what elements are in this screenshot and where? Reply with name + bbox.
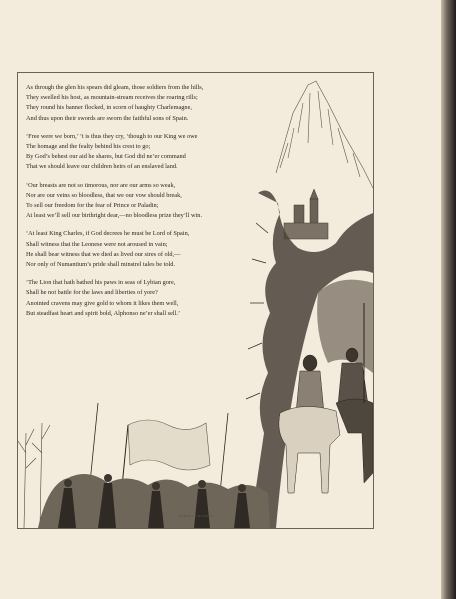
poem-line: Nor only of Numantium’s pride shall minstrel tales be told.	[26, 261, 176, 269]
poem-line: As through the glen his spears did gleam, those soldiers from the hills,	[26, 84, 204, 91]
poem-line: They swelled his host, as mountain-stream receives the roaring rills;	[26, 94, 198, 102]
stanza	[26, 83, 274, 124]
poem-line: ‘The Lion that hath bathed his paws in seas of Lybian gore,	[26, 279, 176, 287]
poem-line: Shall he not battle for the laws and liberties of yore?	[26, 289, 158, 297]
poem-line: That we should leave our children heirs of an enslaved land.	[26, 163, 178, 171]
illustrated-plate	[17, 72, 374, 529]
stanza	[26, 229, 274, 270]
stanza	[26, 132, 274, 173]
poem-line: They round his banner flocked, in scorn of haughty Charlemagne,	[26, 104, 192, 112]
poem-line: ‘At least King Charles, if God decrees he must be Lord of Spain,	[26, 230, 190, 238]
poem-line: Shall witness that the Leonese were not aroused in vain;	[26, 240, 168, 248]
mountain-peak	[276, 81, 373, 188]
poem-line: By God’s behest our aid he shares, but God did ne’er command	[26, 153, 186, 161]
poem-line: Anointed cravens may give gold to whom it likes them well,	[26, 299, 179, 307]
book-page-edge	[441, 0, 456, 599]
stanza	[26, 181, 274, 222]
poem-line: And thus upon their swords are sworn the faithful sons of Spain.	[26, 114, 189, 122]
poem-line: To sell our freedom for the fear of Prince or Paladin;	[26, 202, 159, 210]
poem-line: But steadfast heart and spirit bold, Alphonso ne’er shall sell.’	[26, 309, 181, 317]
castle-on-cliff	[284, 189, 328, 239]
engraver-signature: BOBBETT-HOOPER	[178, 514, 214, 518]
poem-line: He shall bear witness that we died as lived our sires of old,—	[26, 250, 181, 258]
poem-line: ‘Free were we born,’ ’t is thus they cry, ‘though to our King we owe	[26, 132, 198, 140]
poem-line: The homage and the fealty behind his crest to go;	[26, 143, 151, 151]
banner-and-crowd	[38, 403, 270, 528]
poem-line: At least we’ll sell our birthright dear,—no bloodless prize they’ll win.	[26, 212, 203, 220]
poem-line: ‘Our breasts are not so timorous, nor are our arms so weak,	[26, 181, 176, 189]
poem-line: Nor are our veins so bloodless, that we our vow should break,	[26, 191, 182, 199]
stanza	[26, 278, 274, 319]
poem-text	[26, 83, 274, 327]
